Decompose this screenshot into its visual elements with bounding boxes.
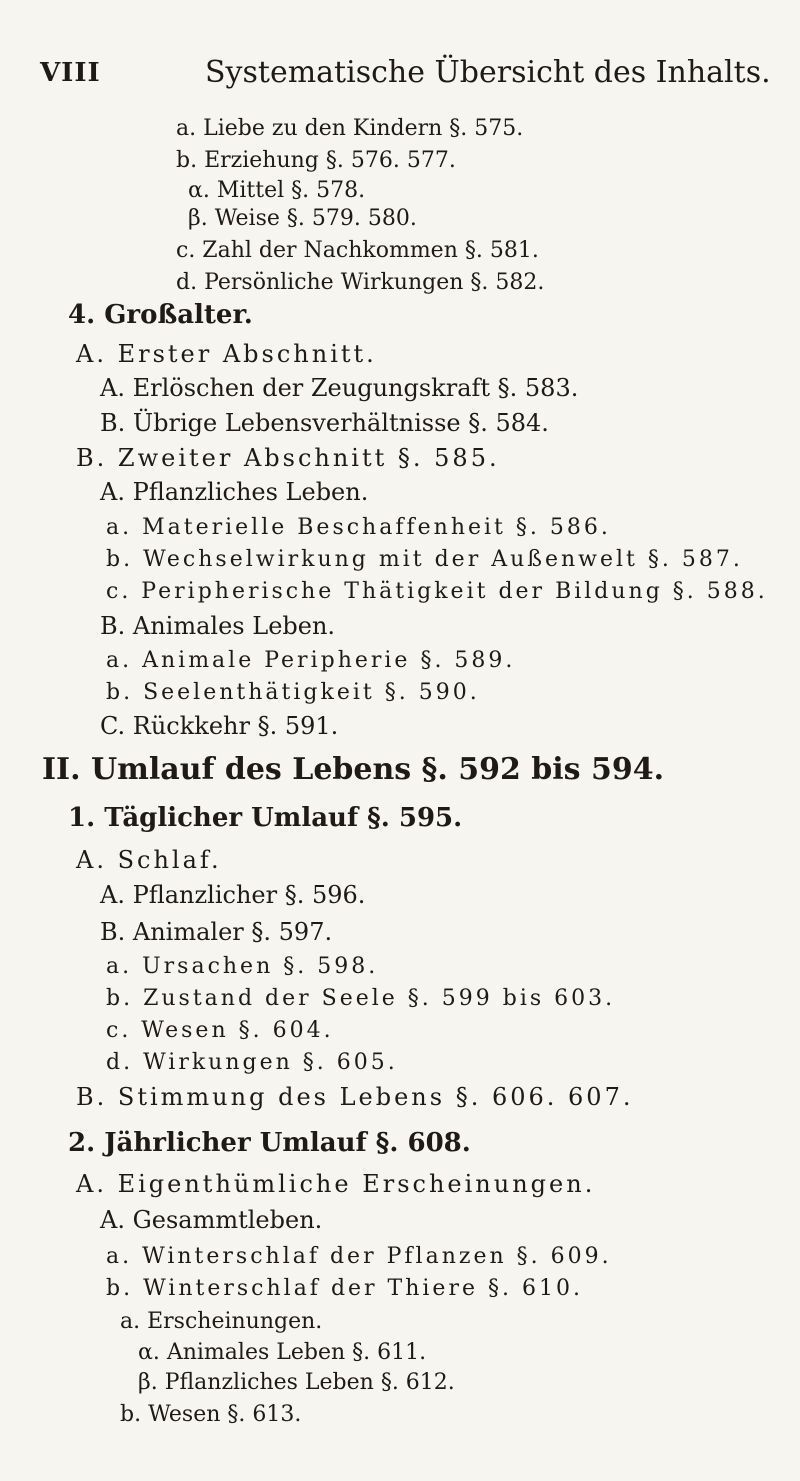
toc-entry: c. Zahl der Nachkommen §. 581.: [176, 238, 539, 263]
toc-entry: B. Animales Leben.: [100, 612, 336, 640]
toc-heading: 4. Großalter.: [68, 300, 253, 330]
toc-entry: C. Rückkehr §. 591.: [100, 712, 339, 740]
toc-heading: II. Umlauf des Lebens §. 592 bis 594.: [42, 752, 665, 787]
toc-heading: 2. Jährlicher Umlauf §. 608.: [68, 1128, 471, 1158]
toc-entry: a. Liebe zu den Kindern §. 575.: [176, 116, 524, 141]
toc-entry: A. Gesammtleben.: [100, 1206, 323, 1234]
toc-entry: A. Schlaf.: [76, 846, 222, 874]
toc-entry: B. Stimmung des Lebens §. 606. 607.: [76, 1083, 634, 1111]
toc-entry: b. Zustand der Seele §. 599 bis 603.: [106, 986, 616, 1011]
toc-entry: a. Ursachen §. 598.: [106, 954, 379, 979]
toc-entry: α. Mittel §. 578.: [188, 178, 366, 203]
toc-entry: b. Wechselwirkung mit der Außenwelt §. 587.: [106, 547, 743, 572]
toc-entry: b. Seelenthätigkeit §. 590.: [106, 680, 480, 705]
toc-heading: 1. Täglicher Umlauf §. 595.: [68, 803, 463, 833]
toc-entry: d. Wirkungen §. 605.: [106, 1050, 398, 1075]
running-title: Systematische Übersicht des Inhalts.: [205, 55, 771, 90]
toc-entry: β. Pflanzliches Leben §. 612.: [138, 1370, 455, 1395]
toc-entry: a. Materielle Beschaffenheit §. 586.: [106, 515, 611, 540]
toc-entry: β. Weise §. 579. 580.: [188, 206, 417, 231]
toc-entry: d. Persönliche Wirkungen §. 582.: [176, 270, 545, 295]
toc-entry: A. Erlöschen der Zeugungskraft §. 583.: [100, 374, 579, 402]
toc-entry: b. Wesen §. 613.: [120, 1402, 302, 1427]
toc-entry: a. Animale Peripherie §. 589.: [106, 648, 516, 673]
toc-entry: B. Übrige Lebensverhältnisse §. 584.: [100, 409, 549, 437]
toc-entry: α. Animales Leben §. 611.: [138, 1340, 427, 1365]
toc-entry: A. Erster Abschnitt.: [76, 340, 377, 368]
toc-entry: B. Animaler §. 597.: [100, 918, 333, 946]
toc-entry: A. Pflanzlicher §. 596.: [100, 881, 366, 909]
toc-entry: a. Winterschlaf der Pflanzen §. 609.: [106, 1244, 612, 1269]
toc-entry: B. Zweiter Abschnitt §. 585.: [76, 444, 500, 472]
toc-entry: A. Pflanzliches Leben.: [100, 478, 369, 506]
toc-entry: b. Erziehung §. 576. 577.: [176, 148, 456, 173]
toc-entry: c. Wesen §. 604.: [106, 1018, 334, 1043]
toc-entry: c. Peripherische Thätigkeit der Bildung §. 588.: [106, 579, 768, 604]
toc-entry: A. Eigenthümliche Erscheinungen.: [76, 1170, 596, 1198]
page-number: VIII: [40, 58, 101, 88]
toc-entry: b. Winterschlaf der Thiere §. 610.: [106, 1276, 583, 1301]
toc-entry: a. Erscheinungen.: [120, 1309, 323, 1334]
